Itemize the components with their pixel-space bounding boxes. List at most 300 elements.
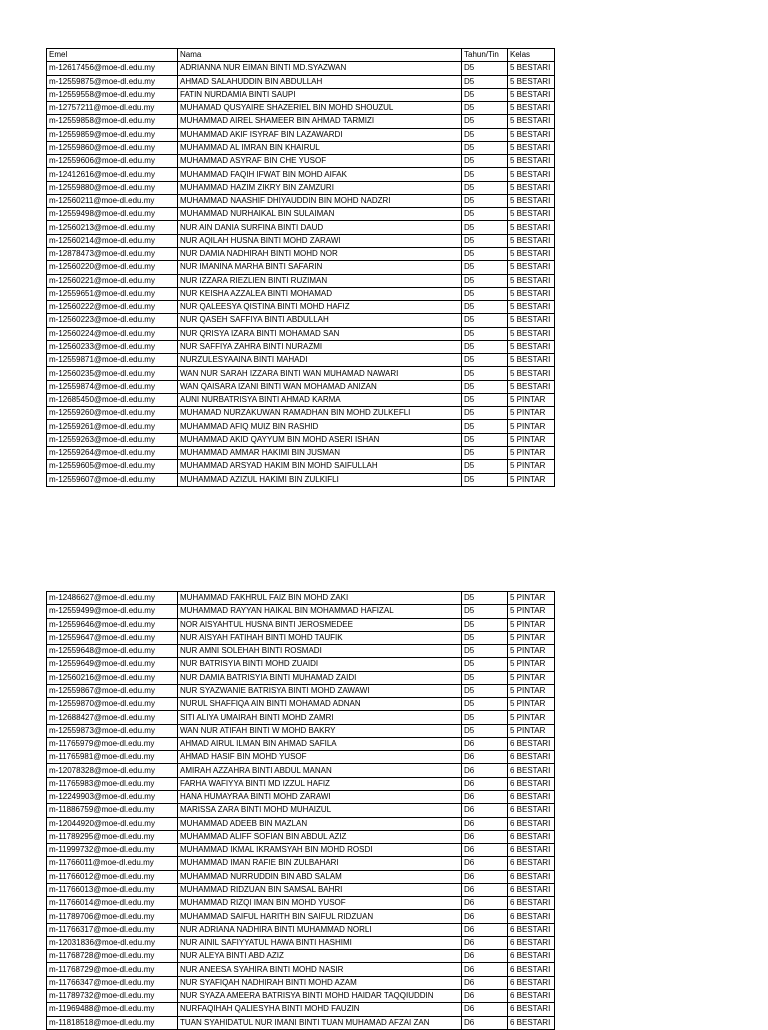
email-cell: m-12559870@moe-dl.edu.my: [47, 698, 178, 711]
table-row: [47, 936, 555, 949]
class-cell: 6 BESTARI: [508, 950, 555, 963]
email-cell: m-11766013@moe-dl.edu.my: [47, 883, 178, 896]
table-row: [47, 168, 555, 181]
class-cell: 5 BESTARI: [508, 102, 555, 115]
table-row: [47, 671, 555, 684]
name-cell: WAN NUR SARAH IZZARA BINTI WAN MUHAMAD NAWARI: [178, 367, 462, 380]
email-cell: m-11999732@moe-dl.edu.my: [47, 844, 178, 857]
class-cell: 5 PINTAR: [508, 671, 555, 684]
table-row: [47, 354, 555, 367]
email-cell: m-12559649@moe-dl.edu.my: [47, 658, 178, 671]
name-cell: SITI ALIYA UMAIRAH BINTI MOHD ZAMRI: [178, 711, 462, 724]
email-cell: m-12249903@moe-dl.edu.my: [47, 790, 178, 803]
email-cell: m-12559859@moe-dl.edu.my: [47, 128, 178, 141]
name-cell: MUHAMMAD NAASHIF DHIYAUDDIN BIN MOHD NADZRI: [178, 194, 462, 207]
class-cell: 5 PINTAR: [508, 684, 555, 697]
table-row: [47, 274, 555, 287]
email-cell: m-12685450@moe-dl.edu.my: [47, 393, 178, 406]
class-cell: 5 BESTARI: [508, 194, 555, 207]
table-row: [47, 327, 555, 340]
table-row: [47, 141, 555, 154]
class-cell: 5 PINTAR: [508, 592, 555, 605]
class-cell: 6 BESTARI: [508, 737, 555, 750]
name-cell: MUHAMMAD FAKHRUL FAIZ BIN MOHD ZAKI: [178, 592, 462, 605]
year-cell: D6: [462, 830, 508, 843]
name-cell: MUHAMMAD RIZQI IMAN BIN MOHD YUSOF: [178, 897, 462, 910]
table-row: [47, 737, 555, 750]
year-cell: D5: [462, 194, 508, 207]
email-cell: m-12559558@moe-dl.edu.my: [47, 88, 178, 101]
email-cell: m-11818518@moe-dl.edu.my: [47, 1016, 178, 1029]
year-cell: D6: [462, 764, 508, 777]
year-cell: D5: [462, 261, 508, 274]
year-cell: D5: [462, 698, 508, 711]
table-row: [47, 102, 555, 115]
class-cell: 5 PINTAR: [508, 605, 555, 618]
class-cell: 5 PINTAR: [508, 631, 555, 644]
name-cell: MUHAMMAD AZIZUL HAKIMI BIN ZULKIFLI: [178, 473, 462, 486]
email-cell: m-12560222@moe-dl.edu.my: [47, 301, 178, 314]
year-cell: D5: [462, 247, 508, 260]
email-cell: m-12559867@moe-dl.edu.my: [47, 684, 178, 697]
year-cell: D5: [462, 102, 508, 115]
table-row: [47, 883, 555, 896]
year-cell: D6: [462, 804, 508, 817]
email-cell: m-12031836@moe-dl.edu.my: [47, 936, 178, 949]
table-row: [47, 181, 555, 194]
year-cell: D5: [462, 327, 508, 340]
header-kelas: Kelas: [508, 49, 555, 62]
year-cell: D5: [462, 75, 508, 88]
name-cell: MUHAMMAD AKIF ISYRAF BIN LAZAWARDI: [178, 128, 462, 141]
year-cell: D6: [462, 1003, 508, 1016]
table-row: [47, 446, 555, 459]
name-cell: HANA HUMAYRAA BINTI MOHD ZARAWI: [178, 790, 462, 803]
name-cell: MUHAMMAD AKID QAYYUM BIN MOHD ASERI ISHAN: [178, 433, 462, 446]
name-cell: AUNI NURBATRISYA BINTI AHMAD KARMA: [178, 393, 462, 406]
class-cell: 5 PINTAR: [508, 393, 555, 406]
year-cell: D6: [462, 963, 508, 976]
name-cell: FATIN NURDAMIA BINTI SAUPI: [178, 88, 462, 101]
class-cell: 5 BESTARI: [508, 62, 555, 75]
class-cell: 5 BESTARI: [508, 208, 555, 221]
table-row: [47, 910, 555, 923]
year-cell: D5: [462, 393, 508, 406]
table-row: [47, 711, 555, 724]
table-row: [47, 724, 555, 737]
year-cell: D5: [462, 141, 508, 154]
email-cell: m-11766012@moe-dl.edu.my: [47, 870, 178, 883]
name-cell: MARISSA ZARA BINTI MOHD MUHAIZUL: [178, 804, 462, 817]
email-cell: m-12559605@moe-dl.edu.my: [47, 460, 178, 473]
year-cell: D5: [462, 473, 508, 486]
table-row: [47, 287, 555, 300]
name-cell: NUR SYAZWANIE BATRISYA BINTI MOHD ZAWAWI: [178, 684, 462, 697]
table-row: [47, 976, 555, 989]
email-cell: m-12078328@moe-dl.edu.my: [47, 764, 178, 777]
name-cell: NURZULESYAAINA BINTI MAHADI: [178, 354, 462, 367]
table-row: [47, 194, 555, 207]
year-cell: D5: [462, 407, 508, 420]
table-row: [47, 460, 555, 473]
table-row: [47, 751, 555, 764]
class-cell: 6 BESTARI: [508, 936, 555, 949]
table-row: [47, 247, 555, 260]
email-cell: m-12559647@moe-dl.edu.my: [47, 631, 178, 644]
table-row: [47, 592, 555, 605]
email-cell: m-11768728@moe-dl.edu.my: [47, 950, 178, 963]
class-cell: 6 BESTARI: [508, 844, 555, 857]
table-row: [47, 221, 555, 234]
name-cell: MUHAMMAD FAQIH IFWAT BIN MOHD AIFAK: [178, 168, 462, 181]
class-cell: 5 PINTAR: [508, 460, 555, 473]
class-cell: 5 PINTAR: [508, 433, 555, 446]
name-cell: NUR IMANINA MARHA BINTI SAFARIN: [178, 261, 462, 274]
name-cell: MUHAMMAD AL IMRAN BIN KHAIRUL: [178, 141, 462, 154]
year-cell: D5: [462, 234, 508, 247]
year-cell: D5: [462, 460, 508, 473]
header-emel: Emel: [47, 49, 178, 62]
email-cell: m-11969488@moe-dl.edu.my: [47, 1003, 178, 1016]
email-cell: m-12560220@moe-dl.edu.my: [47, 261, 178, 274]
name-cell: MUHAMMAD AFIQ MUIZ BIN RASHID: [178, 420, 462, 433]
name-cell: WAN NUR ATIFAH BINTI W MOHD BAKRY: [178, 724, 462, 737]
class-cell: 5 BESTARI: [508, 354, 555, 367]
student-table-page-2: [46, 591, 555, 1030]
name-cell: MUHAMMAD NURRUDDIN BIN ABD SALAM: [178, 870, 462, 883]
name-cell: NURUL SHAFFIQA AIN BINTI MOHAMAD ADNAN: [178, 698, 462, 711]
year-cell: D5: [462, 618, 508, 631]
class-cell: 6 BESTARI: [508, 817, 555, 830]
email-cell: m-12560214@moe-dl.edu.my: [47, 234, 178, 247]
name-cell: MUHAMAD QUSYAIRE SHAZERIEL BIN MOHD SHOUZUL: [178, 102, 462, 115]
table-row: [47, 897, 555, 910]
year-cell: D6: [462, 976, 508, 989]
class-cell: 5 PINTAR: [508, 724, 555, 737]
class-cell: 5 PINTAR: [508, 407, 555, 420]
email-cell: m-12486627@moe-dl.edu.my: [47, 592, 178, 605]
class-cell: 6 BESTARI: [508, 1016, 555, 1029]
table-row: [47, 989, 555, 1002]
email-cell: m-11789732@moe-dl.edu.my: [47, 989, 178, 1002]
name-cell: ADRIANNA NUR EIMAN BINTI MD.SYAZWAN: [178, 62, 462, 75]
year-cell: D5: [462, 88, 508, 101]
class-cell: 5 BESTARI: [508, 380, 555, 393]
name-cell: MUHAMMAD IMAN RAFIE BIN ZULBAHARI: [178, 857, 462, 870]
year-cell: D5: [462, 645, 508, 658]
year-cell: D6: [462, 777, 508, 790]
year-cell: D5: [462, 367, 508, 380]
email-cell: m-12559651@moe-dl.edu.my: [47, 287, 178, 300]
class-cell: 5 BESTARI: [508, 221, 555, 234]
table-row: [47, 62, 555, 75]
table-row: [47, 314, 555, 327]
name-cell: NUR AMNI SOLEHAH BINTI ROSMADI: [178, 645, 462, 658]
name-cell: MUHAMMAD SAIFUL HARITH BIN SAIFUL RIDZUAN: [178, 910, 462, 923]
table-row: [47, 618, 555, 631]
year-cell: D5: [462, 221, 508, 234]
name-cell: MUHAMAD NURZAKUWAN RAMADHAN BIN MOHD ZULKEFLI: [178, 407, 462, 420]
class-cell: 5 BESTARI: [508, 261, 555, 274]
class-cell: 6 BESTARI: [508, 910, 555, 923]
class-cell: 6 BESTARI: [508, 790, 555, 803]
name-cell: NUR SYAZA AMEERA BATRISYA BINTI MOHD HAIDAR TAQQIUDDIN: [178, 989, 462, 1002]
class-cell: 6 BESTARI: [508, 751, 555, 764]
email-cell: m-12559606@moe-dl.edu.my: [47, 155, 178, 168]
table-row: [47, 658, 555, 671]
year-cell: D5: [462, 287, 508, 300]
email-cell: m-12044920@moe-dl.edu.my: [47, 817, 178, 830]
class-cell: 5 PINTAR: [508, 473, 555, 486]
email-cell: m-12560213@moe-dl.edu.my: [47, 221, 178, 234]
table-row: [47, 698, 555, 711]
email-cell: m-11886759@moe-dl.edu.my: [47, 804, 178, 817]
table-row: [47, 830, 555, 843]
name-cell: AMIRAH AZZAHRA BINTI ABDUL MANAN: [178, 764, 462, 777]
name-cell: WAN QAISARA IZANI BINTI WAN MOHAMAD ANIZAN: [178, 380, 462, 393]
year-cell: D5: [462, 433, 508, 446]
year-cell: D5: [462, 724, 508, 737]
class-cell: 5 PINTAR: [508, 698, 555, 711]
table-row: [47, 380, 555, 393]
table-row: [47, 420, 555, 433]
class-cell: 5 BESTARI: [508, 314, 555, 327]
class-cell: 5 BESTARI: [508, 181, 555, 194]
table-row: [47, 777, 555, 790]
year-cell: D5: [462, 711, 508, 724]
table-row: [47, 804, 555, 817]
name-cell: AHMAD AIRUL ILMAN BIN AHMAD SAFILA: [178, 737, 462, 750]
name-cell: NUR SYAFIQAH NADHIRAH BINTI MOHD AZAM: [178, 976, 462, 989]
email-cell: m-12559875@moe-dl.edu.my: [47, 75, 178, 88]
year-cell: D6: [462, 790, 508, 803]
class-cell: 6 BESTARI: [508, 830, 555, 843]
email-cell: m-11766014@moe-dl.edu.my: [47, 897, 178, 910]
email-cell: m-12559263@moe-dl.edu.my: [47, 433, 178, 446]
email-cell: m-12560216@moe-dl.edu.my: [47, 671, 178, 684]
email-cell: m-11789706@moe-dl.edu.my: [47, 910, 178, 923]
class-cell: 5 PINTAR: [508, 711, 555, 724]
table-row: [47, 128, 555, 141]
table-row: [47, 75, 555, 88]
email-cell: m-12559646@moe-dl.edu.my: [47, 618, 178, 631]
header-tahun: Tahun/Tin: [462, 49, 508, 62]
email-cell: m-12757211@moe-dl.edu.my: [47, 102, 178, 115]
year-cell: D5: [462, 446, 508, 459]
email-cell: m-12560224@moe-dl.edu.my: [47, 327, 178, 340]
name-cell: AHMAD HASIF BIN MOHD YUSOF: [178, 751, 462, 764]
email-cell: m-12559264@moe-dl.edu.my: [47, 446, 178, 459]
class-cell: 6 BESTARI: [508, 963, 555, 976]
name-cell: NUR AISYAH FATIHAH BINTI MOHD TAUFIK: [178, 631, 462, 644]
name-cell: NUR QALEESYA QISTINA BINTI MOHD HAFIZ: [178, 301, 462, 314]
class-cell: 5 BESTARI: [508, 274, 555, 287]
table-row: [47, 88, 555, 101]
table-row: [47, 684, 555, 697]
email-cell: m-12560235@moe-dl.edu.my: [47, 367, 178, 380]
year-cell: D5: [462, 340, 508, 353]
year-cell: D6: [462, 817, 508, 830]
table-row: [47, 234, 555, 247]
email-cell: m-12559260@moe-dl.edu.my: [47, 407, 178, 420]
email-cell: m-12559607@moe-dl.edu.my: [47, 473, 178, 486]
table-row: [47, 1016, 555, 1029]
class-cell: 5 BESTARI: [508, 88, 555, 101]
name-cell: MUHAMMAD AMMAR HAKIMI BIN JUSMAN: [178, 446, 462, 459]
class-cell: 5 PINTAR: [508, 645, 555, 658]
class-cell: 5 BESTARI: [508, 75, 555, 88]
year-cell: D5: [462, 658, 508, 671]
name-cell: NUR QRISYA IZARA BINTI MOHAMAD SAN: [178, 327, 462, 340]
name-cell: NOR AISYAHTUL HUSNA BINTI JEROSMEDEE: [178, 618, 462, 631]
name-cell: NUR IZZARA RIEZLIEN BINTI RUZIMAN: [178, 274, 462, 287]
class-cell: 6 BESTARI: [508, 804, 555, 817]
email-cell: m-12559874@moe-dl.edu.my: [47, 380, 178, 393]
year-cell: D6: [462, 989, 508, 1002]
year-cell: D5: [462, 354, 508, 367]
name-cell: FARHA WAFIYYA BINTI MD IZZUL HAFIZ: [178, 777, 462, 790]
name-cell: NUR ADRIANA NADHIRA BINTI MUHAMMAD NORLI: [178, 923, 462, 936]
table-row: [47, 155, 555, 168]
class-cell: 6 BESTARI: [508, 897, 555, 910]
email-cell: m-12559871@moe-dl.edu.my: [47, 354, 178, 367]
table-row: [47, 433, 555, 446]
email-cell: m-11765983@moe-dl.edu.my: [47, 777, 178, 790]
email-cell: m-12559499@moe-dl.edu.my: [47, 605, 178, 618]
class-cell: 5 BESTARI: [508, 155, 555, 168]
table-row: [47, 340, 555, 353]
name-cell: MUHAMMAD IKMAL IKRAMSYAH BIN MOHD ROSDI: [178, 844, 462, 857]
class-cell: 5 PINTAR: [508, 658, 555, 671]
email-cell: m-12688427@moe-dl.edu.my: [47, 711, 178, 724]
email-cell: m-11765981@moe-dl.edu.my: [47, 751, 178, 764]
table-row: [47, 473, 555, 486]
name-cell: NUR DAMIA NADHIRAH BINTI MOHD NOR: [178, 247, 462, 260]
year-cell: D5: [462, 671, 508, 684]
class-cell: 5 BESTARI: [508, 234, 555, 247]
year-cell: D6: [462, 751, 508, 764]
year-cell: D5: [462, 420, 508, 433]
class-cell: 5 BESTARI: [508, 340, 555, 353]
email-cell: m-11766317@moe-dl.edu.my: [47, 923, 178, 936]
class-cell: 6 BESTARI: [508, 857, 555, 870]
table-row: [47, 844, 555, 857]
email-cell: m-12560223@moe-dl.edu.my: [47, 314, 178, 327]
email-cell: m-12878473@moe-dl.edu.my: [47, 247, 178, 260]
name-cell: AHMAD SALAHUDDIN BIN ABDULLAH: [178, 75, 462, 88]
class-cell: 5 PINTAR: [508, 420, 555, 433]
class-cell: 6 BESTARI: [508, 870, 555, 883]
table-row: [47, 1003, 555, 1016]
email-cell: m-12559648@moe-dl.edu.my: [47, 645, 178, 658]
class-cell: 5 PINTAR: [508, 618, 555, 631]
email-cell: m-11766347@moe-dl.edu.my: [47, 976, 178, 989]
year-cell: D6: [462, 870, 508, 883]
class-cell: 6 BESTARI: [508, 764, 555, 777]
year-cell: D6: [462, 923, 508, 936]
name-cell: MUHAMMAD RIDZUAN BIN SAMSAL BAHRI: [178, 883, 462, 896]
year-cell: D6: [462, 897, 508, 910]
name-cell: NUR AINIL SAFIYYATUL HAWA BINTI HASHIMI: [178, 936, 462, 949]
year-cell: D6: [462, 1016, 508, 1029]
table-row: [47, 631, 555, 644]
table-row: [47, 208, 555, 221]
name-cell: NUR ALEYA BINTI ABD AZIZ: [178, 950, 462, 963]
table-row: [47, 605, 555, 618]
year-cell: D5: [462, 115, 508, 128]
class-cell: 5 BESTARI: [508, 115, 555, 128]
email-cell: m-12560221@moe-dl.edu.my: [47, 274, 178, 287]
name-cell: MUHAMMAD ALIFF SOFIAN BIN ABDUL AZIZ: [178, 830, 462, 843]
class-cell: 5 BESTARI: [508, 168, 555, 181]
table-row: [47, 645, 555, 658]
email-cell: m-12559261@moe-dl.edu.my: [47, 420, 178, 433]
header-nama: Nama: [178, 49, 462, 62]
name-cell: TUAN SYAHIDATUL NUR IMANI BINTI TUAN MUHAMAD AFZAI ZAN: [178, 1016, 462, 1029]
name-cell: NUR KEISHA AZZALEA BINTI MOHAMAD: [178, 287, 462, 300]
year-cell: D5: [462, 684, 508, 697]
year-cell: D6: [462, 910, 508, 923]
class-cell: 6 BESTARI: [508, 976, 555, 989]
table-row: [47, 393, 555, 406]
table-row: [47, 407, 555, 420]
class-cell: 6 BESTARI: [508, 989, 555, 1002]
class-cell: 5 BESTARI: [508, 327, 555, 340]
table-row: [47, 870, 555, 883]
class-cell: 6 BESTARI: [508, 923, 555, 936]
name-cell: NUR QASEH SAFFIYA BINTI ABDULLAH: [178, 314, 462, 327]
name-cell: MUHAMMAD ADEEB BIN MAZLAN: [178, 817, 462, 830]
student-table-page-1: [46, 48, 555, 487]
year-cell: D5: [462, 301, 508, 314]
email-cell: m-11765979@moe-dl.edu.my: [47, 737, 178, 750]
class-cell: 5 BESTARI: [508, 141, 555, 154]
year-cell: D5: [462, 380, 508, 393]
email-cell: m-12559860@moe-dl.edu.my: [47, 141, 178, 154]
year-cell: D6: [462, 737, 508, 750]
email-cell: m-12559858@moe-dl.edu.my: [47, 115, 178, 128]
name-cell: NUR AQILAH HUSNA BINTI MOHD ZARAWI: [178, 234, 462, 247]
class-cell: 5 BESTARI: [508, 287, 555, 300]
class-cell: 5 BESTARI: [508, 128, 555, 141]
table-row: [47, 923, 555, 936]
year-cell: D5: [462, 592, 508, 605]
name-cell: MUHAMMAD RAYYAN HAIKAL BIN MOHAMMAD HAFIZAL: [178, 605, 462, 618]
year-cell: D5: [462, 208, 508, 221]
table-header-row: [47, 49, 555, 62]
email-cell: m-12617456@moe-dl.edu.my: [47, 62, 178, 75]
name-cell: NUR DAMIA BATRISYIA BINTI MUHAMAD ZAIDI: [178, 671, 462, 684]
email-cell: m-12560211@moe-dl.edu.my: [47, 194, 178, 207]
year-cell: D6: [462, 936, 508, 949]
name-cell: MUHAMMAD HAZIM ZIKRY BIN ZAMZURI: [178, 181, 462, 194]
table-row: [47, 817, 555, 830]
email-cell: m-12559498@moe-dl.edu.my: [47, 208, 178, 221]
class-cell: 5 BESTARI: [508, 367, 555, 380]
table-row: [47, 301, 555, 314]
year-cell: D5: [462, 128, 508, 141]
name-cell: NUR SAFFIYA ZAHRA BINTI NURAZMI: [178, 340, 462, 353]
year-cell: D5: [462, 605, 508, 618]
year-cell: D6: [462, 844, 508, 857]
year-cell: D5: [462, 62, 508, 75]
email-cell: m-11768729@moe-dl.edu.my: [47, 963, 178, 976]
email-cell: m-12559873@moe-dl.edu.my: [47, 724, 178, 737]
class-cell: 5 BESTARI: [508, 301, 555, 314]
table-row: [47, 790, 555, 803]
class-cell: 6 BESTARI: [508, 1003, 555, 1016]
year-cell: D5: [462, 274, 508, 287]
